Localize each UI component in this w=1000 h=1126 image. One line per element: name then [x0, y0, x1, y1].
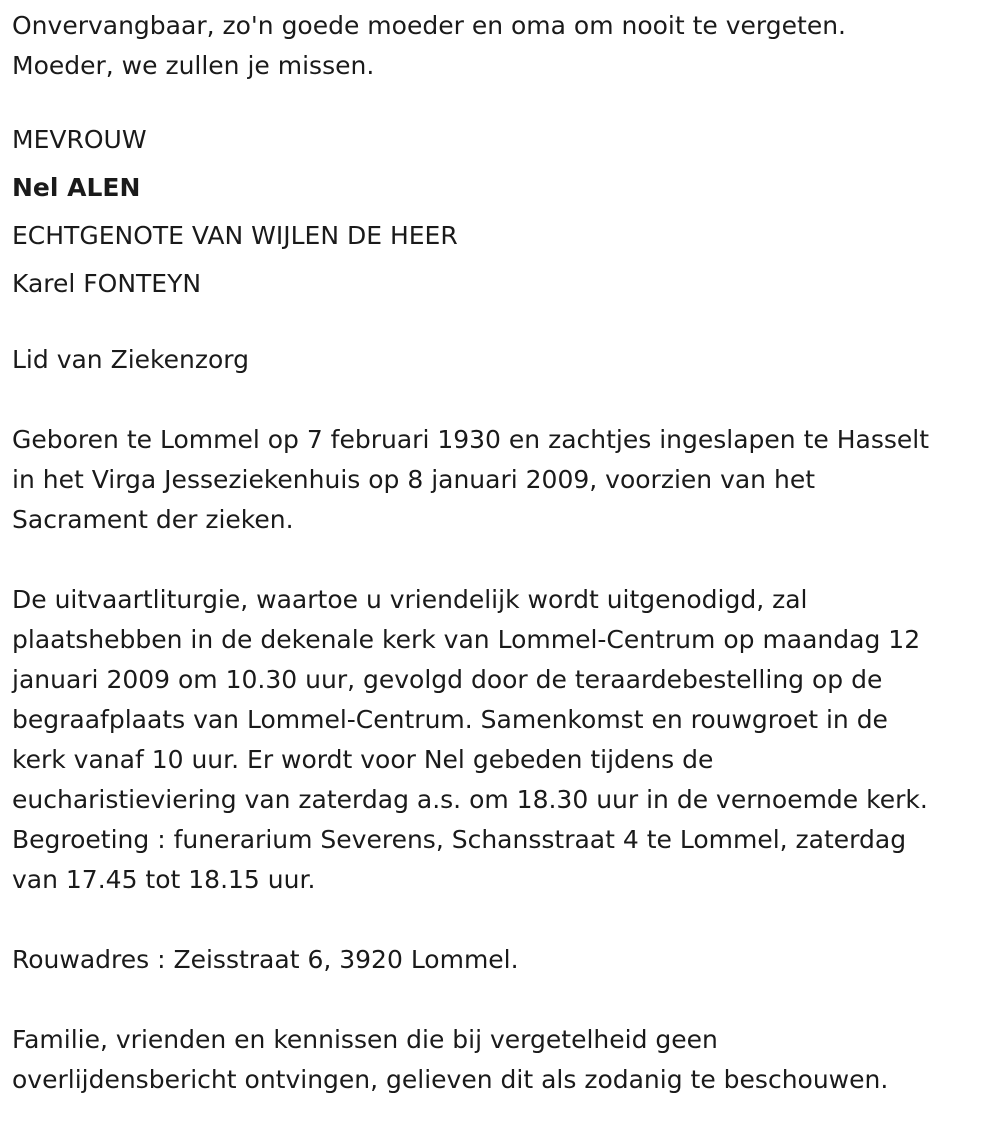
birth-death-line: Geboren te Lommel op 7 februari 1930 en zachtjes ingeslapen te Hasselt — [12, 425, 930, 454]
funeral-line: Begroeting : funerarium Severens, Schansstraat 4 te Lommel, zaterdag — [12, 825, 907, 854]
intro-section — [12, 6, 1000, 86]
funeral-line: van 17.45 tot 18.15 uur. — [12, 865, 316, 894]
funeral-section — [12, 580, 1000, 900]
funeral-line: De uitvaartliturgie, waartoe u vriendelijk wordt uitgenodigd, zal — [12, 585, 808, 614]
birth-death-line: in het Virga Jesseziekenhuis op 8 januari 2009, voorzien van het — [12, 465, 816, 494]
name-section — [12, 116, 1000, 308]
membership: Lid van Ziekenzorg — [12, 345, 249, 374]
closing-section — [12, 1020, 1000, 1100]
address-section — [12, 940, 1000, 980]
funeral-line: begraafplaats van Lommel-Centrum. Samenkomst en rouwgroet in de — [12, 705, 888, 734]
funeral-line: plaatshebben in de dekenale kerk van Lommel-Centrum op maandag 12 — [12, 625, 921, 654]
funeral-line: januari 2009 om 10.30 uur, gevolgd door de teraardebestelling op de — [12, 665, 883, 694]
birth-death-line: Sacrament der zieken. — [12, 505, 294, 534]
intro-line: Onvervangbaar, zo'n goede moeder en oma om nooit te vergeten. — [12, 11, 846, 40]
mourning-address: Rouwadres : Zeisstraat 6, 3920 Lommel. — [12, 945, 519, 974]
funeral-line: kerk vanaf 10 uur. Er wordt voor Nel gebeden tijdens de — [12, 745, 714, 774]
honorific: MEVROUW — [12, 125, 147, 154]
funeral-line: eucharistieviering van zaterdag a.s. om 18.30 uur in de vernoemde kerk. — [12, 785, 928, 814]
birth-death-section — [12, 420, 1000, 540]
membership-section — [12, 340, 1000, 380]
closing-line: Familie, vrienden en kennissen die bij vergetelheid geen — [12, 1025, 718, 1054]
spouse-name: Karel FONTEYN — [12, 269, 202, 298]
closing-line: overlijdensbericht ontvingen, gelieven dit als zodanig te beschouwen. — [12, 1065, 889, 1094]
intro-line: Moeder, we zullen je missen. — [12, 51, 375, 80]
deceased-name: Nel ALEN — [12, 173, 141, 202]
spouse-title: ECHTGENOTE VAN WIJLEN DE HEER — [12, 221, 458, 250]
